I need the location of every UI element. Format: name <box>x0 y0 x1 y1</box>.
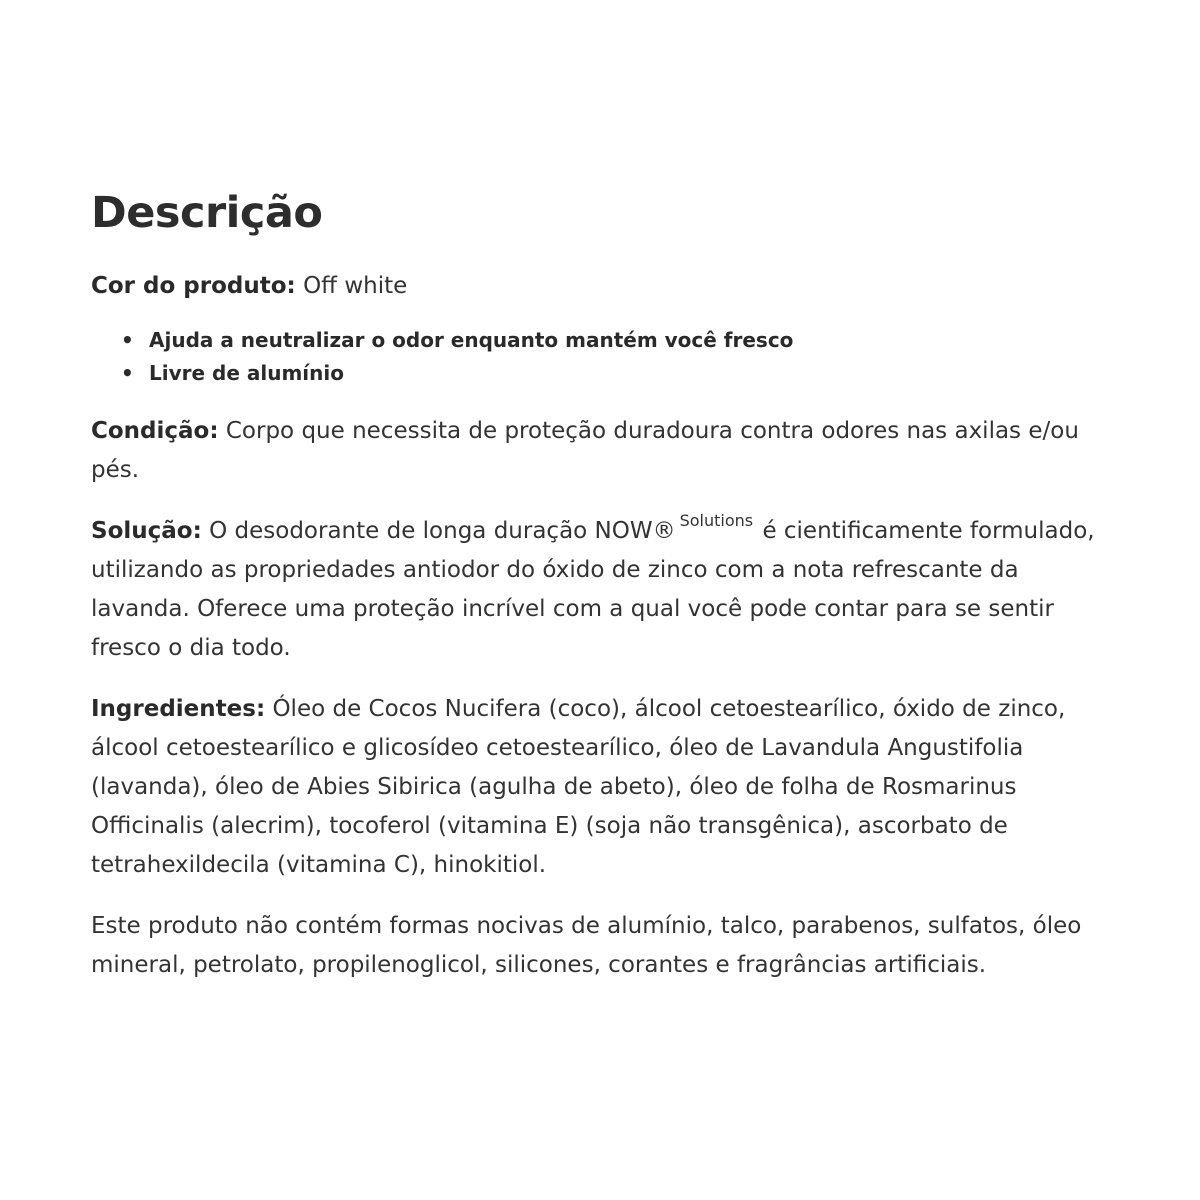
feature-list <box>91 324 1121 390</box>
condition-label: Condição: <box>91 418 219 445</box>
bullet-icon: • <box>121 328 134 353</box>
product-color-label: Cor do produto: <box>91 273 296 300</box>
solution-text-after: é cientificamente formulado, utilizando as propriedades antiodor do óxido de zinco com a nota refrescante da lavanda. Oferece uma proteção incrível com a qual você pode contar para se sentir fresco o dia todo. <box>91 518 1095 662</box>
product-color-value: Off white <box>303 273 408 300</box>
list-item <box>121 324 1121 357</box>
ingredients-text: Óleo de Cocos Nucifera (coco), álcool cetoestearílico, óxido de zinco, álcool cetoestearílico e glicosídeo cetoestearílico, óleo de Lavandula Angustifolia (lavanda), óleo de Abies Sibirica (agulha de abeto), óleo de folha de Rosmarinus Officinalis (alecrim), tocoferol (vitamina E) (soja não transgênica), ascorbato de tetrahexildecila (vitamina C), hinokitiol. <box>91 696 1066 879</box>
feature-text: Livre de alumínio <box>149 361 344 386</box>
bullet-icon: • <box>121 361 134 386</box>
list-item <box>121 357 1121 390</box>
brand-superscript: Solutions <box>679 511 754 531</box>
solution-paragraph <box>91 512 1121 668</box>
product-description <box>91 190 1121 985</box>
feature-text: Ajuda a neutralizar o odor enquanto mantém você fresco <box>149 328 794 353</box>
condition-text: Corpo que necessita de proteção duradoura contra odores nas axilas e/ou pés. <box>91 418 1079 484</box>
solution-text-before: O desodorante de longa duração NOW® <box>209 518 676 545</box>
condition-paragraph <box>91 412 1121 490</box>
ingredients-label: Ingredientes: <box>91 696 266 723</box>
solution-label: Solução: <box>91 518 202 545</box>
disclaimer-paragraph: Este produto não contém formas nocivas de alumínio, talco, parabenos, sulfatos, óleo mineral, petrolato, propilenoglicol, silicones, corantes e fragrâncias artificiais. <box>91 913 1082 979</box>
page-title: Descrição <box>91 188 323 238</box>
product-color <box>91 267 1121 306</box>
ingredients-paragraph <box>91 690 1121 885</box>
